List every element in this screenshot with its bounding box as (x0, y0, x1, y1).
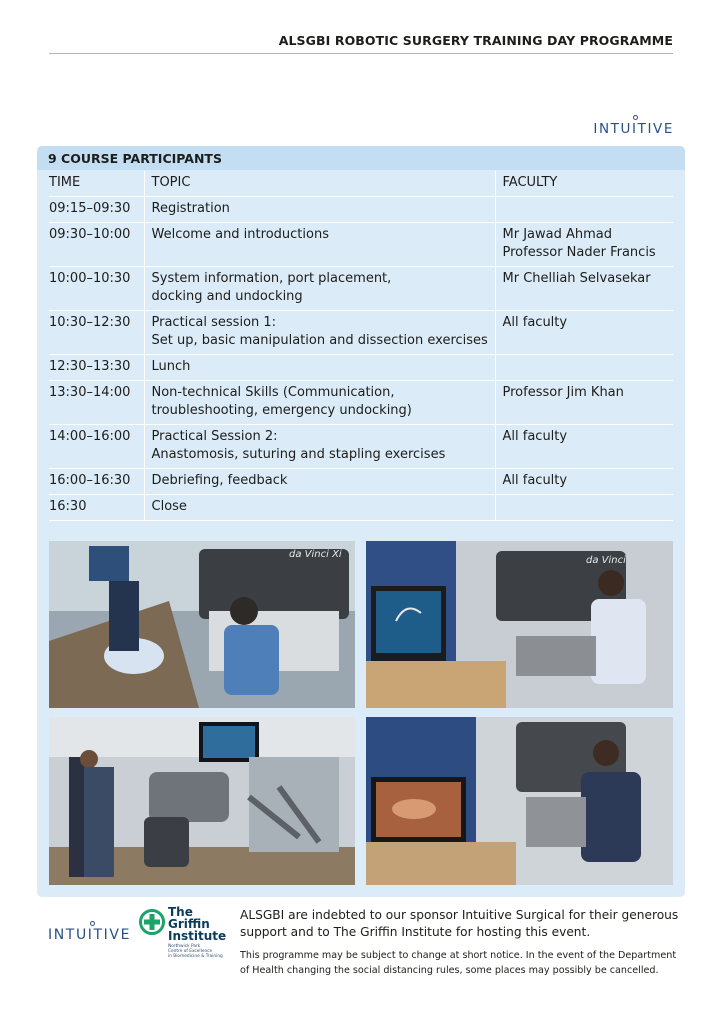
note-line-2: of Health changing the social distancing rules, some places may possibly be cancelled. (240, 965, 659, 976)
faculty-cell (495, 311, 673, 355)
column-header-time: TIME (49, 171, 144, 197)
topic-cell (144, 425, 495, 469)
table-row (49, 267, 673, 311)
photo-group-demo (49, 717, 355, 885)
topic-line: Debriefing, feedback (151, 473, 288, 488)
griffin-cross-icon (138, 908, 166, 936)
machine-label: da Vinci Xi (289, 549, 342, 560)
intuitive-logo-text: INTUITIVE (593, 121, 674, 137)
faculty-cell (495, 469, 673, 495)
time-cell: 16:30 (49, 495, 144, 521)
faculty-line: Mr Chelliah Selvasekar (502, 271, 651, 286)
footer-intuitive-logo-text: INTUITIVE (48, 927, 132, 943)
griffin-sub-line2: Centre of Excellence (168, 949, 213, 954)
topic-line: Practical Session 2: (151, 429, 278, 444)
topic-line: Non-technical Skills (Communication, (151, 385, 395, 400)
topic-line: Welcome and introductions (151, 227, 329, 242)
faculty-cell (495, 381, 673, 425)
faculty-cell (495, 267, 673, 311)
intuitive-logo (593, 121, 674, 137)
table-row (49, 469, 673, 495)
griffin-institute-logo (138, 906, 228, 962)
sponsor-line-1: ALSGBI are indebted to our sponsor Intuitive Surgical for their generous (240, 908, 679, 922)
topic-line: docking and undocking (151, 289, 303, 304)
table-row (49, 425, 673, 469)
column-header-topic: TOPIC (144, 171, 495, 197)
change-notice (240, 948, 680, 978)
griffin-name (168, 906, 226, 942)
time-cell: 10:00–10:30 (49, 267, 144, 311)
machine-label-2: da Vinci (586, 555, 626, 566)
topic-cell (144, 311, 495, 355)
logo-dot-icon (90, 921, 95, 926)
topic-cell (144, 355, 495, 381)
section-title: 9 COURSE PARTICIPANTS (48, 151, 222, 166)
topic-line: System information, port placement, (151, 271, 392, 286)
griffin-sub-line3: in Biomedicine & Training (168, 954, 223, 959)
topic-line: Set up, basic manipulation and dissection exercises (151, 333, 488, 348)
section-header (37, 146, 685, 170)
note-line-1: This programme may be subject to change at short notice. In the event of the Department (240, 950, 677, 961)
footer-intuitive-logo (48, 927, 131, 943)
time-cell: 13:30–14:00 (49, 381, 144, 425)
time-cell: 09:15–09:30 (49, 197, 144, 223)
time-cell: 12:30–13:30 (49, 355, 144, 381)
topic-line: Registration (151, 201, 230, 216)
faculty-cell (495, 197, 673, 223)
faculty-line: Mr Jawad Ahmad (502, 227, 612, 242)
table-row (49, 381, 673, 425)
time-cell: 14:00–16:00 (49, 425, 144, 469)
topic-cell (144, 197, 495, 223)
faculty-line: Professor Jim Khan (502, 385, 624, 400)
topic-line: Close (151, 499, 187, 514)
programme-table (49, 171, 673, 521)
time-cell: 16:00–16:30 (49, 469, 144, 495)
time-cell: 10:30–12:30 (49, 311, 144, 355)
header-divider (49, 53, 673, 54)
page-header-title: ALSGBI ROBOTIC SURGERY TRAINING DAY PROGRAMME (278, 33, 673, 48)
faculty-line: All faculty (502, 429, 568, 444)
logo-dot-icon (633, 115, 638, 120)
topic-cell (144, 381, 495, 425)
griffin-name-line1: The (168, 905, 193, 919)
photo-training-room (49, 541, 355, 708)
topic-cell (144, 223, 495, 267)
photo-console-trainee (366, 541, 673, 708)
topic-cell (144, 267, 495, 311)
griffin-subtitle (168, 944, 230, 959)
faculty-line: Professor Nader Francis (502, 245, 656, 260)
topic-line: Anastomosis, suturing and stapling exercises (151, 447, 446, 462)
griffin-sub-line1: Northwick Park (168, 944, 201, 949)
faculty-cell (495, 223, 673, 267)
faculty-line: All faculty (502, 315, 568, 330)
topic-line: Practical session 1: (151, 315, 277, 330)
topic-line: troubleshooting, emergency undocking) (151, 403, 412, 418)
column-header-faculty: FACULTY (495, 171, 673, 197)
table-header-row (49, 171, 673, 197)
table-row (49, 197, 673, 223)
griffin-name-line2: Griffin (168, 917, 210, 931)
faculty-cell (495, 355, 673, 381)
sponsor-acknowledgement (240, 907, 680, 941)
faculty-cell (495, 425, 673, 469)
topic-cell (144, 495, 495, 521)
topic-line: Lunch (151, 359, 191, 374)
table-row (49, 495, 673, 521)
topic-cell (144, 469, 495, 495)
faculty-line: All faculty (502, 473, 568, 488)
time-cell: 09:30–10:00 (49, 223, 144, 267)
faculty-cell (495, 495, 673, 521)
griffin-name-line3: Institute (168, 929, 227, 943)
sponsor-line-2: support and to The Griffin Institute for hosting this event. (240, 925, 591, 939)
table-row (49, 311, 673, 355)
photo-console-surgeon (366, 717, 673, 885)
table-row (49, 223, 673, 267)
table-row (49, 355, 673, 381)
